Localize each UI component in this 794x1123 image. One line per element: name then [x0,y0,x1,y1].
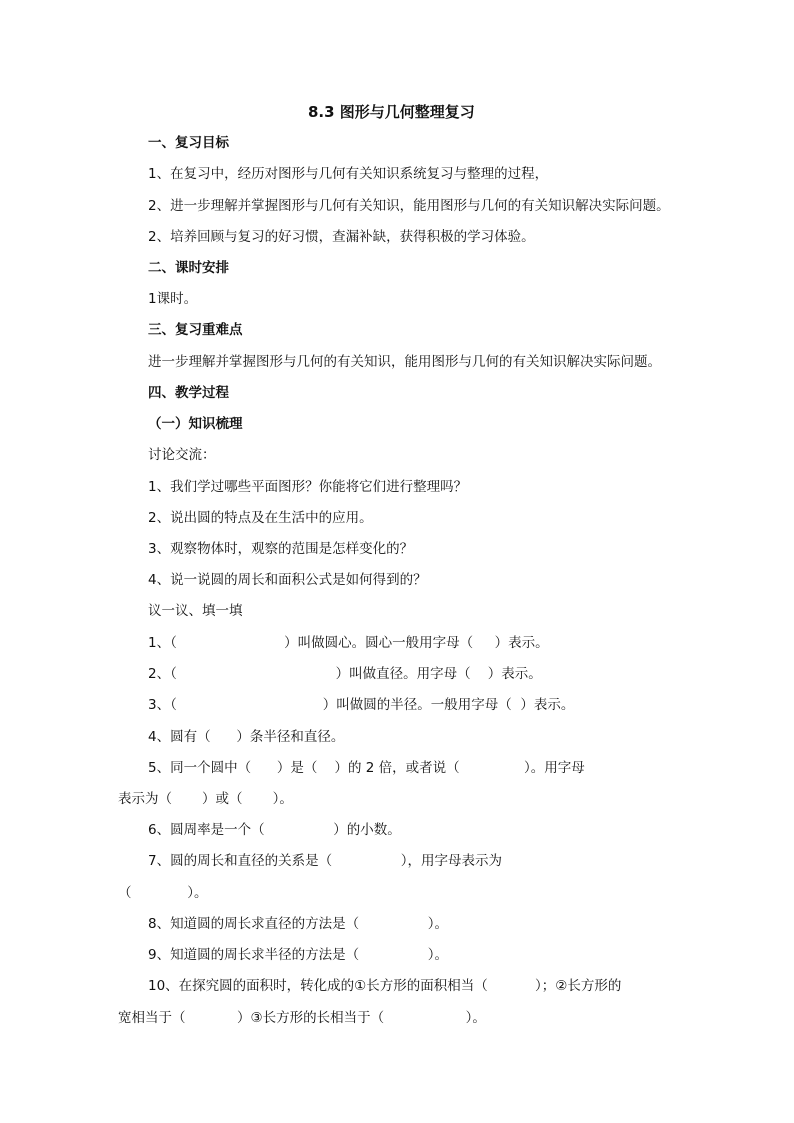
section-heading: 三、复习重难点 [148,322,243,338]
paragraph: 1、在复习中，经历对图形与几何有关知识系统复习与整理的过程， [148,166,549,182]
section-heading: 一、复习目标 [148,135,229,151]
fill-blank-item-continued: 宽相当于（ ）③长方形的长相当于（ ）。 [118,1010,486,1026]
discussion-question: 2、说出圆的特点及在生活中的应用。 [148,510,373,526]
section-heading: 二、课时安排 [148,260,229,276]
subsection-heading: （一）知识梳理 [148,416,243,432]
fill-blank-item: 8、知道圆的周长求直径的方法是（ ）。 [148,916,448,932]
paragraph: 进一步理解并掌握图形与几何的有关知识，能用图形与几何的有关知识解决实际问题。 [148,354,661,370]
paragraph: 议一议、填一填 [148,603,243,619]
paragraph: 1课时。 [148,291,198,307]
fill-blank-item: 3、（ ）叫做圆的半径。一般用字母（ ）表示。 [148,697,575,713]
discussion-question: 3、观察物体时，观察的范围是怎样变化的？ [148,541,414,557]
fill-blank-item-continued: 表示为（ ）或（ ）。 [118,791,293,807]
fill-blank-item: 9、知道圆的周长求半径的方法是（ ）。 [148,947,448,963]
fill-blank-item-continued: （ ）。 [118,885,208,901]
paragraph: 讨论交流： [148,447,216,463]
paragraph: 2、进一步理解并掌握图形与几何有关知识，能用图形与几何的有关知识解决实际问题。 [148,198,670,214]
fill-blank-item: 4、圆有（ ）条半径和直径。 [148,729,345,745]
paragraph: 2、培养回顾与复习的好习惯，查漏补缺，获得积极的学习体验。 [148,229,535,245]
discussion-question: 4、说一说圆的周长和面积公式是如何得到的？ [148,572,427,588]
fill-blank-item: 5、同一个圆中（ ）是（ ）的 2 倍，或者说（ ）。用字母 [148,760,585,776]
fill-blank-item: 1、（ ）叫做圆心。圆心一般用字母（ ）表示。 [148,635,549,651]
section-heading: 四、教学过程 [148,385,229,401]
fill-blank-item: 2、（ ）叫做直径。用字母（ ）表示。 [148,666,542,682]
fill-blank-item: 10、在探究圆的面积时，转化成的①长方形的面积相当（ ）；②长方形的 [148,978,622,994]
document-title: 8.3 图形与几何整理复习 [308,103,475,121]
fill-blank-item: 7、圆的周长和直径的关系是（ ），用字母表示为 [148,853,502,869]
discussion-question: 1、我们学过哪些平面图形？你能将它们进行整理吗？ [148,479,468,495]
fill-blank-item: 6、圆周率是一个（ ）的小数。 [148,822,401,838]
